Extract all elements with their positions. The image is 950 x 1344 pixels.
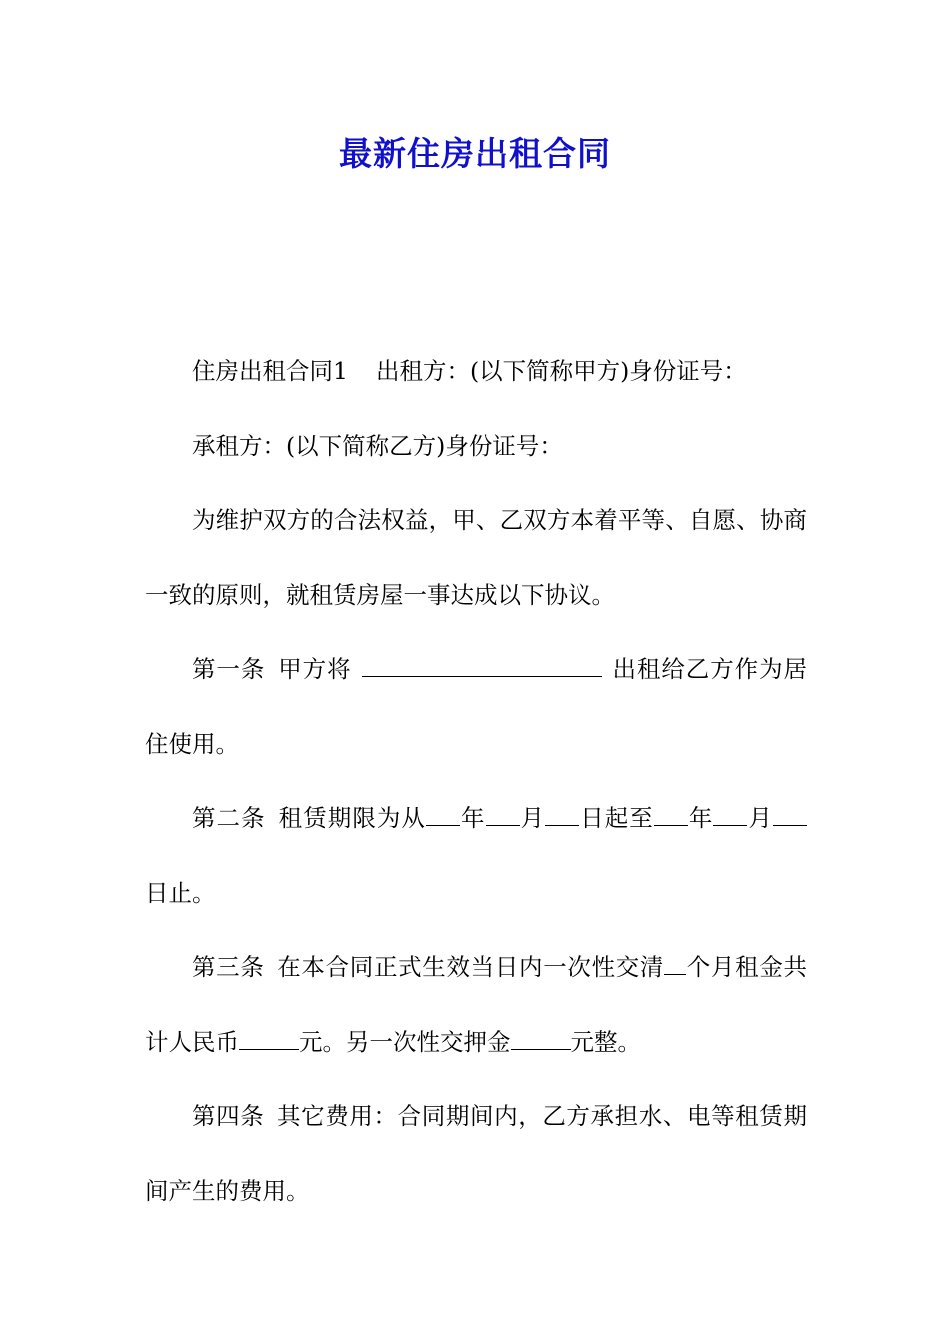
document-title: 最新住房出租合同 [339,134,611,173]
article-4-text: 其它费用：合同期间内，乙方承担水、电等租赁期间产生的费用。 [145,1102,808,1205]
property-blank [362,654,602,677]
article-3-text-c: 元。另一次性交押金 [299,1027,511,1056]
deposit-amount-blank [511,1027,571,1050]
lessee-label: 承租方： [192,431,286,460]
rent-amount-blank [239,1027,299,1050]
article-3-label: 第三条 [192,953,265,981]
lessor-id-label: (以下简称甲方)身份证号： [469,357,747,385]
year-label: 年 [459,804,486,832]
article-2-label: 第二条 [192,804,266,832]
lessor-label: 出租方： [375,357,470,385]
article-3-text-b: 个月租金共计人民币 [145,953,808,1056]
article-1 [145,632,807,781]
day-from-label: 日起至 [579,804,654,832]
article-2 [145,781,807,930]
article-4 [145,1079,807,1228]
year-label-2: 年 [687,804,714,832]
paragraph-preamble: 为维护双方的合法权益，甲、乙双方本着平等、自愿、协商一致的原则，就租赁房屋一事达成以下协议。 [145,506,807,609]
paragraph-parties-lessor [145,334,807,409]
lessee-id-label: (以下简称乙方)身份证号： [286,431,563,460]
start-month-blank [486,803,520,826]
end-day-blank [773,803,807,826]
document-body [145,334,807,1228]
article-4-label: 第四条 [192,1102,265,1130]
article-1-text-b: 出租给乙方作为居住使用。 [145,655,808,758]
paragraph-parties-lessee [145,409,807,484]
start-day-blank [545,803,579,826]
end-year-blank [654,803,688,826]
month-label-2: 月 [747,804,774,832]
article-1-text-a: 甲方将 [277,655,352,683]
months-blank [664,952,686,975]
contract-heading-inline: 住房出租合同1 [192,357,348,385]
article-3-text-a: 在本合同正式生效当日内一次性交清 [276,953,665,981]
article-3 [145,930,807,1079]
article-2-text-a: 租赁期限为从 [277,804,426,832]
end-month-blank [713,803,747,826]
day-end-label: 日止。 [145,878,216,907]
article-1-label: 第一条 [192,655,266,683]
article-3-text-d: 元整。 [570,1027,641,1056]
month-label: 月 [519,804,546,832]
start-year-blank [426,803,460,826]
